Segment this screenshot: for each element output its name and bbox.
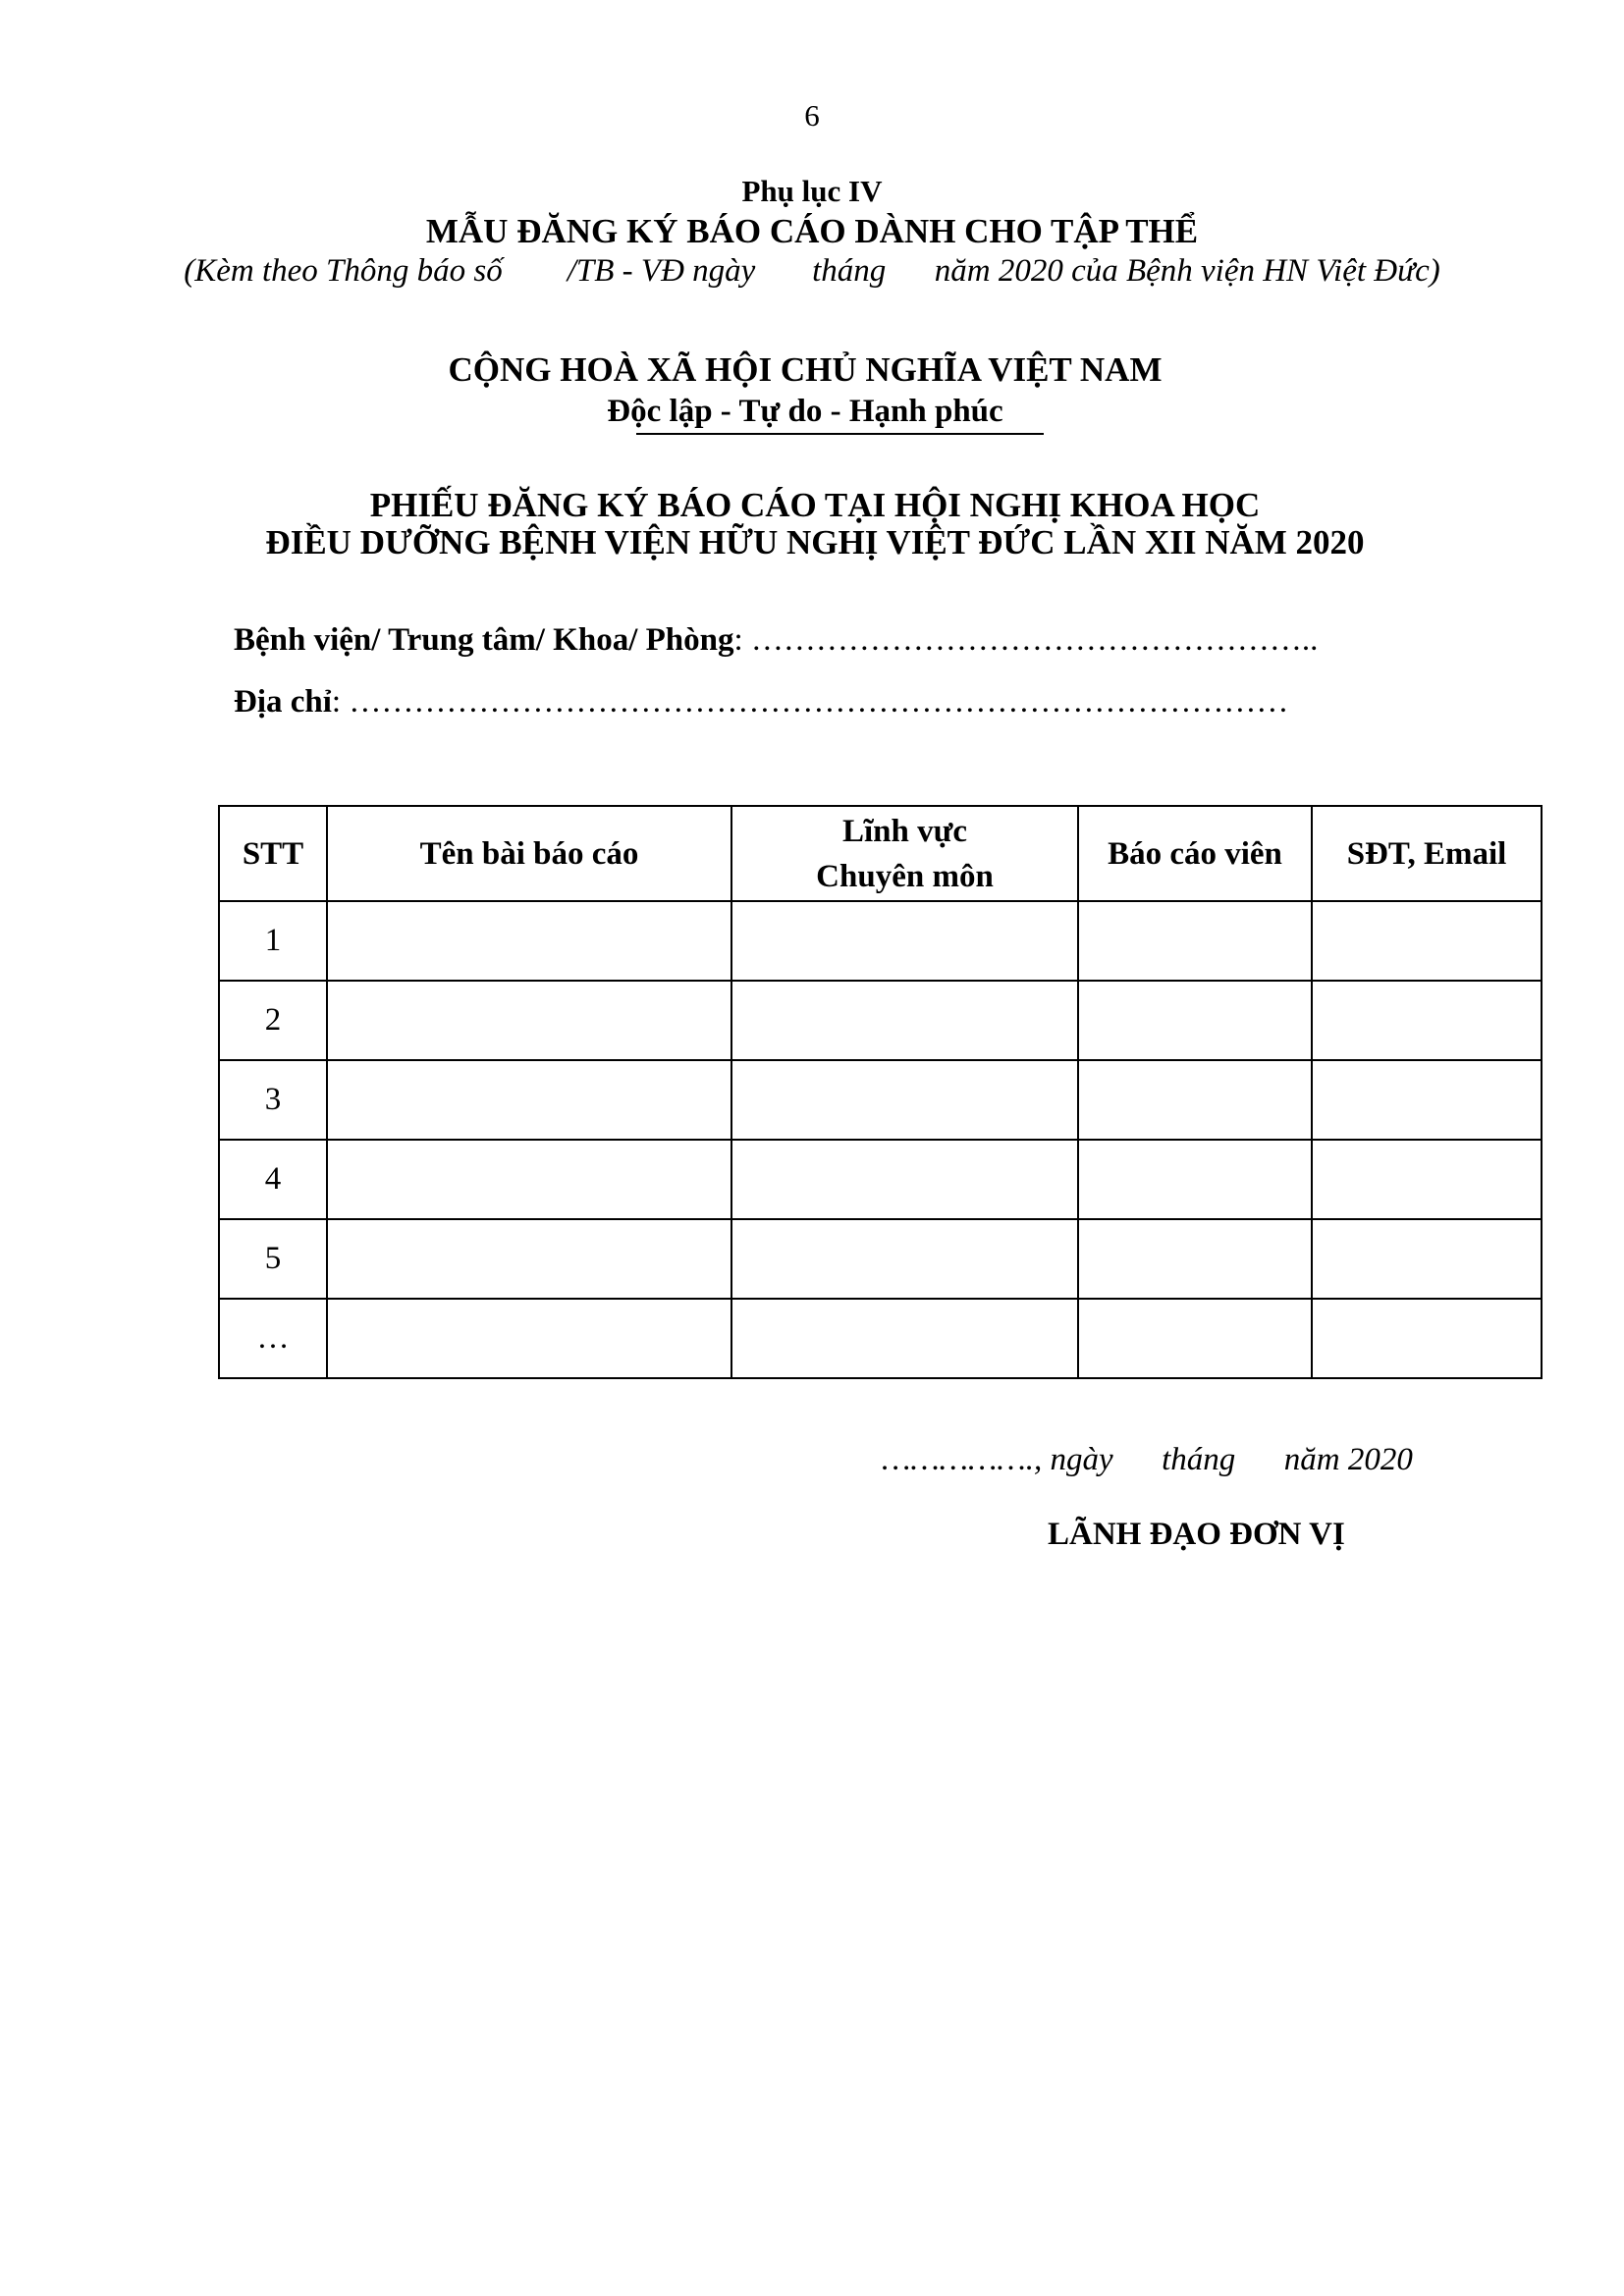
row-number: 2 — [219, 981, 327, 1060]
header-contact: SĐT, Email — [1312, 806, 1542, 901]
address-field-value: : …………………………………………………………………………… — [331, 684, 1289, 720]
header-report-title: Tên bài báo cáo — [327, 806, 731, 901]
form-title: MẪU ĐĂNG KÝ BÁO CÁO DÀNH CHO TẬP THỂ — [425, 212, 1199, 250]
registration-title-line-2: ĐIỀU DƯỠNG BỆNH VIỆN HỮU NGHỊ VIỆT ĐỨC LẦN XII NĂM 2020 — [265, 523, 1365, 561]
address-field-label: Địa chỉ — [234, 684, 332, 720]
table-row — [219, 1219, 1542, 1299]
attachment-note-part-4: năm 2020 của Bệnh viện HN Việt Đức) — [934, 253, 1440, 289]
report-title-cell[interactable] — [327, 1219, 731, 1299]
row-number: 5 — [219, 1219, 327, 1299]
registration-table — [218, 805, 1543, 1379]
contact-cell[interactable] — [1312, 901, 1542, 981]
table-row — [219, 901, 1542, 981]
date-line: ……………., ngày tháng năm 2020 — [882, 1442, 1413, 1477]
report-title-cell[interactable] — [327, 1140, 731, 1219]
specialty-cell[interactable] — [731, 1219, 1078, 1299]
report-title-cell[interactable] — [327, 981, 731, 1060]
specialty-cell[interactable] — [731, 901, 1078, 981]
presenter-cell[interactable] — [1078, 1219, 1312, 1299]
contact-cell[interactable] — [1312, 981, 1542, 1060]
unit-field-value: : …………………………………………….. — [733, 622, 1319, 658]
header-stt: STT — [219, 806, 327, 901]
unit-field-label: Bệnh viện/ Trung tâm/ Khoa/ Phòng — [234, 622, 734, 658]
row-number: … — [219, 1299, 327, 1378]
appendix-label: Phụ lục IV — [741, 174, 883, 208]
contact-cell[interactable] — [1312, 1299, 1542, 1378]
attachment-note-part-3: tháng — [812, 253, 887, 289]
row-number: 3 — [219, 1060, 327, 1140]
specialty-cell[interactable] — [731, 1140, 1078, 1219]
header-specialty-line-2: Chuyên môn — [816, 858, 994, 894]
table-row — [219, 981, 1542, 1060]
attachment-note-part-1: (Kèm theo Thông báo số — [184, 253, 503, 289]
header-specialty — [731, 806, 1078, 901]
page-number: 6 — [804, 98, 820, 133]
table-header-row — [219, 806, 1542, 901]
table-row — [219, 1299, 1542, 1378]
header-presenter: Báo cáo viên — [1078, 806, 1312, 901]
address-field — [234, 684, 1288, 721]
unit-field — [234, 622, 1318, 659]
presenter-cell[interactable] — [1078, 981, 1312, 1060]
table-row — [219, 1060, 1542, 1140]
attachment-note — [0, 253, 1624, 290]
table-row — [219, 1140, 1542, 1219]
presenter-cell[interactable] — [1078, 1140, 1312, 1219]
report-title-cell[interactable] — [327, 1299, 731, 1378]
contact-cell[interactable] — [1312, 1219, 1542, 1299]
row-number: 4 — [219, 1140, 327, 1219]
specialty-cell[interactable] — [731, 1060, 1078, 1140]
motto-underline — [636, 433, 1044, 435]
row-number: 1 — [219, 901, 327, 981]
specialty-cell[interactable] — [731, 981, 1078, 1060]
report-title-cell[interactable] — [327, 1060, 731, 1140]
specialty-cell[interactable] — [731, 1299, 1078, 1378]
presenter-cell[interactable] — [1078, 1060, 1312, 1140]
registration-title-line-1: PHIẾU ĐĂNG KÝ BÁO CÁO TẠI HỘI NGHỊ KHOA HỌC — [369, 486, 1261, 524]
presenter-cell[interactable] — [1078, 901, 1312, 981]
header-specialty-line-1: Lĩnh vực — [841, 813, 968, 849]
nation-header: CỘNG HOÀ XÃ HỘI CHỦ NGHĨA VIỆT NAM — [448, 350, 1163, 389]
signature-title: LÃNH ĐẠO ĐƠN VỊ — [1048, 1517, 1345, 1552]
contact-cell[interactable] — [1312, 1140, 1542, 1219]
contact-cell[interactable] — [1312, 1060, 1542, 1140]
attachment-note-part-2: /TB - VĐ ngày — [567, 253, 756, 289]
motto: Độc lập - Tự do - Hạnh phúc — [607, 394, 1003, 429]
presenter-cell[interactable] — [1078, 1299, 1312, 1378]
report-title-cell[interactable] — [327, 901, 731, 981]
